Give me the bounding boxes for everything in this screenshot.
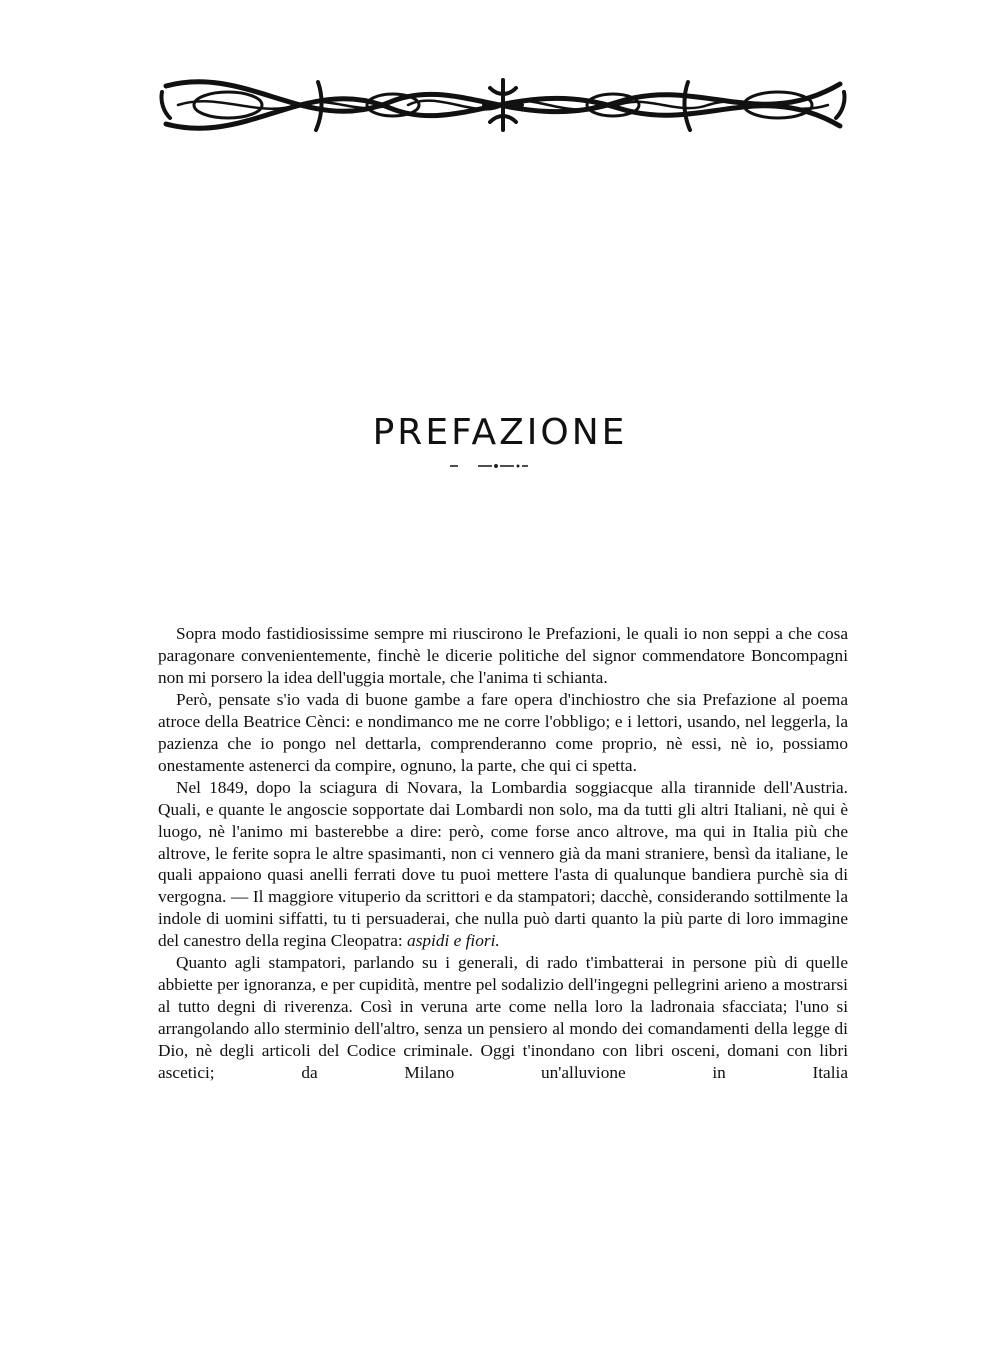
- page-title: PREFAZIONE: [372, 412, 628, 454]
- decorative-header-ornament: [158, 72, 848, 138]
- paragraph-3-italic: aspidi e fiori.: [407, 931, 500, 951]
- body-text: [158, 623, 848, 1084]
- paragraph-3: [158, 777, 848, 953]
- paragraph-4: Quanto agli stampatori, parlando su i generali, di rado t'imbatterai in persone più di quelle abbiette per ignoranza, e per cupidità, mentre pel sodalizio dell'ingegni pellegrini arieno a mostrarsi al tutto degni di riverenza. Così in veruna arte come nella loro la ladronaia sfacciata; l'uno si arrangolando allo sterminio dell'altro, senza un pensiero al mondo dei comandamenti della legge di Dio, nè degli articoli del Codice criminale. Oggi t'inondano con libri osceni, domani con libri ascetici; da Milano un'alluvione in Italia: [158, 953, 848, 1083]
- paragraph-2: Però, pensate s'io vada di buone gambe a fare opera d'inchiostro che sia Prefazione al poema atroce della Beatrice Cènci: e nondimanco me ne corre l'obbligo; e i lettori, usando, nel leggerla, la pazienza che io pongo nel dettarla, comprenderanno come proprio, nè essi, nè io, possiamo onestamente astenerci da compire, ognuno, la parte, che qui ci spetta.: [158, 689, 848, 775]
- paragraph-3-text: Nel 1849, dopo la sciagura di Novara, la Lombardia soggiacque alla tirannide dell'Austria. Quali, e quante le angoscie sopportate dai Lombardi non solo, ma da tutti gli altri Italiani, nè qui è luogo, nè l'animo mi basterebbe a dire: però, come forse anco altrove, ma qui in Italia più che altrove, le ferite sopra le altre spasimanti, non ci vennero già da mani straniere, bensì da italiane, le quali appaiono quasi anelli ferrati dove tu puoi mettere l'asta di qualunque bandiera purchè sia di vergogna. — Il maggiore vituperio da scrittori e da stampatori; dacchè, considerando sottilmente la indole di uomini siffatti, tu ti persuaderai, che nulla può darti quanto la più parte di loro immagine del canestro della regina Cleopatra:: [158, 777, 848, 951]
- decorative-title-rule: [450, 462, 530, 470]
- paragraph-1: Sopra modo fastidiosissime sempre mi riuscirono le Prefazioni, le quali io non seppi a che cosa paragonare convenientemente, finchè le dicerie politiche del signor commendatore Boncompagni non mi porsero la idea dell'uggia mortale, che l'anima ti schianta.: [158, 624, 848, 687]
